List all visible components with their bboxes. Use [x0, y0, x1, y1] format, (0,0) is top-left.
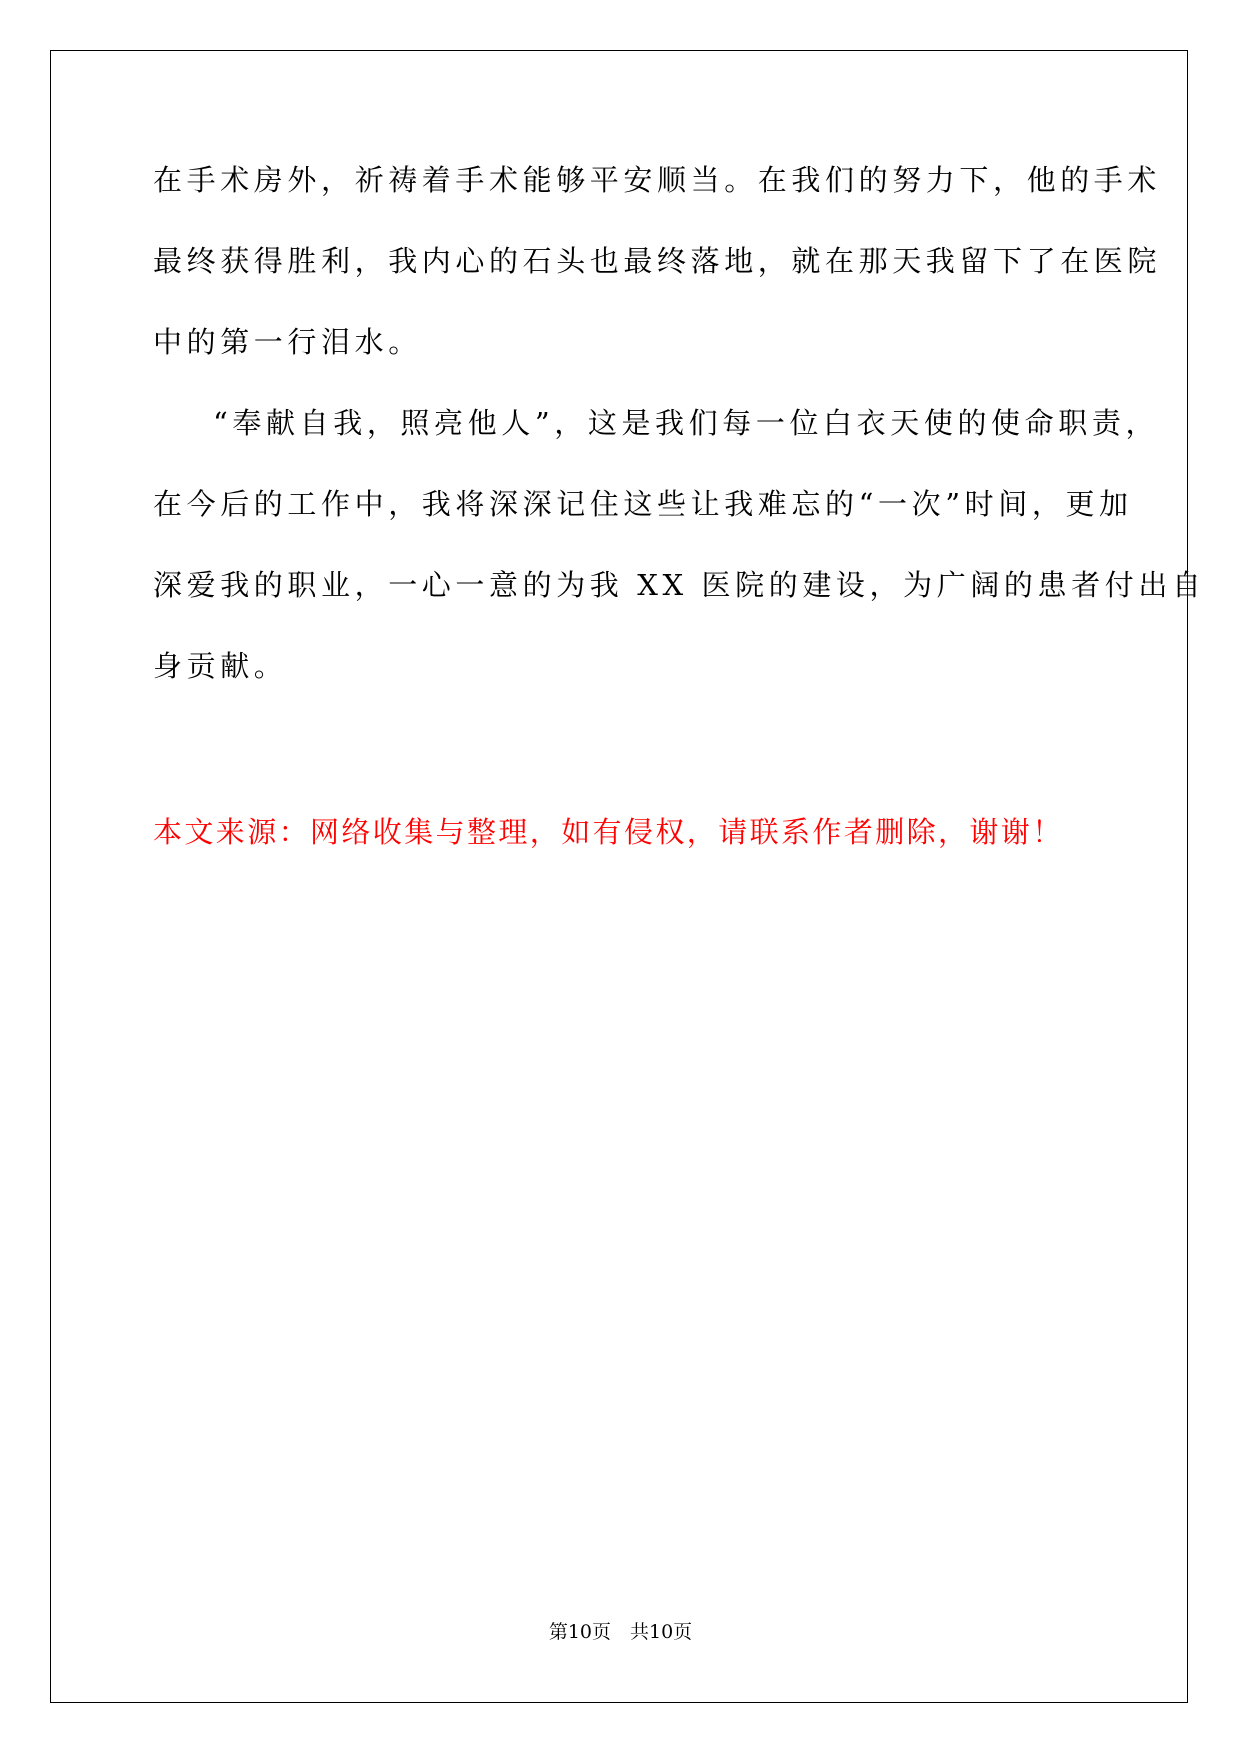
paragraph-line: 深爱我的职业，一心一意的为我 XX 医院的建设，为广阔的患者付出自	[153, 568, 1206, 602]
page-number-footer: 第10页 共10页	[548, 1621, 693, 1643]
paragraph-line: 中的第一行泪水。	[153, 325, 422, 359]
paragraph-line: “奉献自我，照亮他人”，这是我们每一位白衣天使的使命职责，	[213, 406, 1160, 440]
paragraph-line: 最终获得胜利，我内心的石头也最终落地，就在那天我留下了在医院	[153, 244, 1162, 278]
source-notice: 本文来源：网络收集与整理，如有侵权，请联系作者删除，谢谢！	[153, 815, 1064, 849]
paragraph-line: 在今后的工作中，我将深深记住这些让我难忘的“一次”时间，更加	[153, 487, 1133, 521]
paragraph-line: 身贡献。	[153, 649, 288, 683]
paragraph-line: 在手术房外，祈祷着手术能够平安顺当。在我们的努力下，他的手术	[153, 163, 1162, 197]
document-body	[153, 160, 1206, 727]
